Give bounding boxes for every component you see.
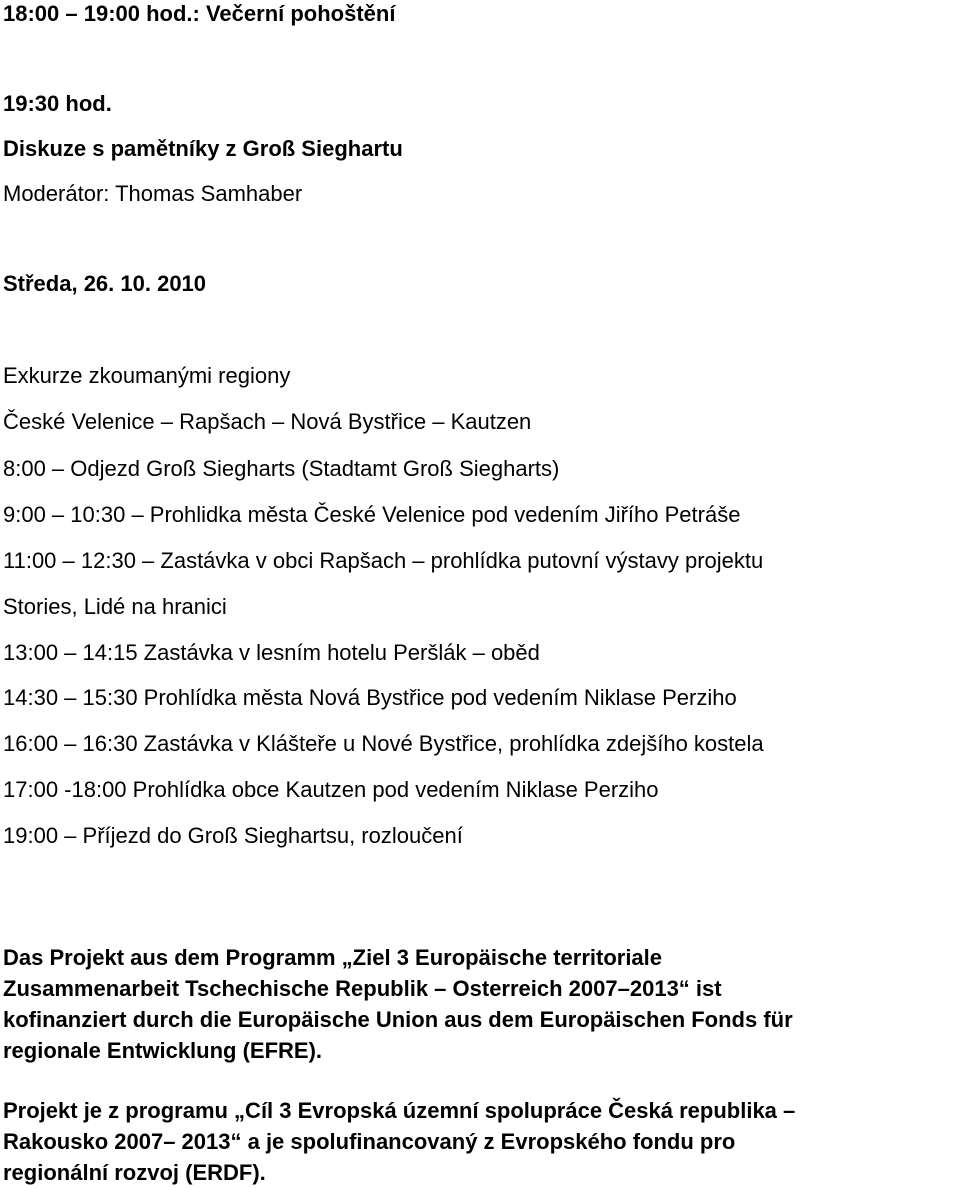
funding-german-line: Zusammenarbeit Tschechische Republik – Osterreich 2007–2013“ ist (3, 976, 722, 1001)
funding-german-line: regionale Entwicklung (EFRE). (3, 1038, 323, 1063)
funding-german-line: kofinanziert durch die Europäische Union aus dem Europäischen Fonds für (3, 1007, 793, 1032)
schedule-item: 16:00 – 16:30 Zastávka v Klášteře u Nové Bystřice, prohlídka zdejšího kostela (3, 731, 764, 756)
funding-german-paragraph (3, 942, 958, 1066)
schedule-item: 17:00 -18:00 Prohlídka obce Kautzen pod vedením Niklase Perziho (3, 777, 659, 802)
evening-refreshment-line: 18:00 – 19:00 hod.: Večerní pohoštění (3, 1, 396, 26)
moderator-line: Moderátor: Thomas Samhaber (3, 181, 303, 206)
day-date: Středa, 26. 10. 2010 (3, 271, 207, 296)
funding-czech-line: Projekt je z programu „Cíl 3 Evropská územní spolupráce Česká republika – (3, 1098, 796, 1123)
funding-czech-line: Rakousko 2007– 2013“ a je spolufinancovaný z Evropského fondu pro (3, 1129, 736, 1154)
funding-german-line: Das Projekt aus dem Programm „Ziel 3 Europäische territoriale (3, 945, 663, 970)
schedule-item: Stories, Lidé na hranici (3, 594, 227, 619)
funding-czech-line: regionální rozvoj (ERDF). (3, 1160, 266, 1185)
schedule-item: 9:00 – 10:30 – Prohlidka města České Velenice pod vedením Jiřího Petráše (3, 502, 741, 527)
discussion-title: Diskuze s pamětníky z Groß Sieghartu (3, 136, 403, 161)
schedule-item: 13:00 – 14:15 Zastávka v lesním hotelu Peršlák – oběd (3, 640, 540, 665)
excursion-title: Exkurze zkoumanými regiony (3, 363, 291, 388)
excursion-route: České Velenice – Rapšach – Nová Bystřice – Kautzen (3, 409, 532, 434)
schedule-item: 14:30 – 15:30 Prohlídka města Nová Bystřice pod vedením Niklase Perziho (3, 685, 737, 710)
schedule-item: 11:00 – 12:30 – Zastávka v obci Rapšach – prohlídka putovní výstavy projektu (3, 548, 764, 573)
funding-czech-paragraph (3, 1095, 958, 1188)
schedule-item: 19:00 – Příjezd do Groß Sieghartsu, rozloučení (3, 823, 463, 848)
discussion-time: 19:30 hod. (3, 91, 112, 116)
schedule-item: 8:00 – Odjezd Groß Siegharts (Stadtamt Groß Siegharts) (3, 456, 560, 481)
